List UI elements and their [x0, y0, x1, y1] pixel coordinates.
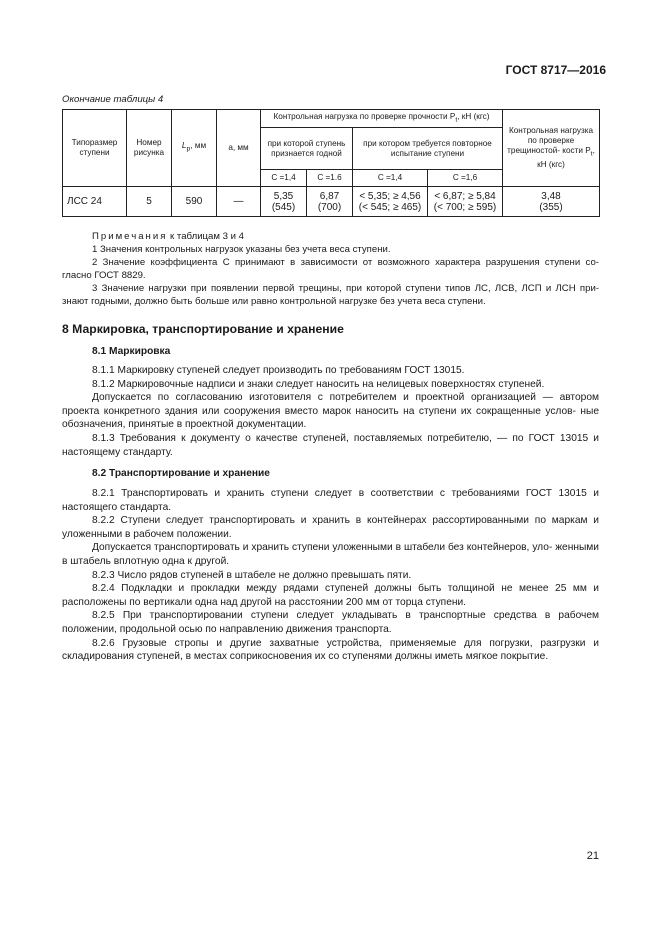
note-3: 3 Значение нагрузки при появлении первой трещины, при которой ступени типов ЛС, ЛСВ, ЛСП и ЛСН при- знают годными, должно быть больше или равно контрольной нагрузке без учета веса ступени.: [62, 283, 599, 307]
section-8-title: 8 Маркировка, транспортирование и хранение: [62, 322, 344, 336]
table-row: [63, 187, 600, 217]
cell-type: ЛСС 24: [63, 187, 127, 217]
cell-acc16: 6,87 (700): [307, 187, 353, 217]
cell-ret14: < 5,35; ≥ 4,56 (< 545; ≥ 465): [353, 187, 428, 217]
header-retest: при котором требуется повторное испытание ступени: [353, 128, 503, 170]
document-id: ГОСТ 8717—2016: [505, 63, 606, 77]
para-8-2-3: 8.2.3 Число рядов ступеней в штабеле не должно превышать пяти.: [92, 569, 412, 581]
notes-title: Примечания к таблицам 3 и 4: [92, 231, 245, 242]
cell-number: 5: [127, 187, 172, 217]
header-crack: Контрольная нагрузка по проверке трещиностой- кости $P_t$, кН (кгс): [503, 110, 600, 187]
coef-2: C =1.6: [307, 170, 353, 187]
cell-a: —: [217, 187, 261, 217]
cell-lp: 590: [172, 187, 217, 217]
cell-crack: 3,48 (355): [503, 187, 600, 217]
section-8-2-title: 8.2 Транспортирование и хранение: [92, 468, 270, 479]
table-caption: Окончание таблицы 4: [62, 94, 164, 105]
para-8-2-2b: Допускается транспортировать и хранить ступени уложенными в штабели без контейнеров, уло- женными в штабель вплотную одна к другой.: [62, 542, 599, 567]
page-number: 21: [586, 850, 599, 862]
load-table: [62, 109, 600, 217]
note-2: 2 Значение коэффициента C принимают в зависимости от возможного характера разрушения ступени со- гласно ГОСТ 8829.: [62, 257, 599, 281]
para-8-2-2: 8.2.2 Ступени следует транспортировать и хранить в контейнерах рассортированными по маркам и уложенными в рабочем положении.: [62, 515, 599, 540]
header-accepted: при которой ступень признается годной: [261, 128, 353, 170]
section-8-2-body: [62, 487, 599, 664]
coef-1: C =1,4: [261, 170, 307, 187]
para-8-1-3: 8.1.3 Требования к документу о качестве ступеней, поставляемых потребителю, — по ГОСТ 13015 и настоящему стандарту.: [62, 432, 599, 458]
section-8-1-title: 8.1 Маркировка: [92, 346, 171, 357]
header-a: a, мм: [217, 110, 261, 187]
header-load-group: Контрольная нагрузка по проверке прочности $P_t$, кН (кгс): [261, 110, 503, 128]
coef-3: C =1,4: [353, 170, 428, 187]
coef-4: C =1,6: [428, 170, 503, 187]
para-8-2-5: 8.2.5 При транспортировании ступени следует укладывать в транспортные средства в рабочем положении, продольной осью по направлению движения транспорта.: [62, 610, 599, 635]
section-8-1-body: [62, 364, 599, 459]
para-8-2-4: 8.2.4 Подкладки и прокладки между рядами ступеней должны быть толщиной не менее 25 мм и расположены по вертикали одна над другой на расстоянии 200 мм от торца ступени.: [62, 583, 599, 608]
para-8-2-6: 8.2.6 Грузовые стропы и другие захватные устройства, применяемые для погрузки, разгрузки и складирования ступеней, в местах соприкосновения их со ступенями должны иметь мягкое покрытие.: [62, 637, 599, 663]
cell-acc14: 5,35 (545): [261, 187, 307, 217]
para-8-2-1: 8.2.1 Транспортировать и хранить ступени следует в соответствии с требованиями ГОСТ 13015 и настоящего стандарта.: [62, 488, 599, 513]
para-8-1-1: 8.1.1 Маркировку ступеней следует производить по требованиям ГОСТ 13015.: [92, 365, 465, 376]
para-8-1-2: 8.1.2 Маркировочные надписи и знаки следует наносить на нелицевых поверхностях ступеней.: [92, 378, 545, 390]
header-lp: $L_p$, мм: [172, 110, 217, 187]
para-8-1-2b: Допускается по согласованию изготовителя с потребителем и проектной организацией — автором проекта конкретного здания или сооружения вместо марок наносить на ступени их сокращенные услов- ные обозначения, принятые в проектной документации.: [62, 392, 599, 431]
header-number: Номер рисунка: [127, 110, 172, 187]
header-type: Типоразмер ступени: [63, 110, 127, 187]
notes: [62, 230, 599, 308]
cell-ret16: < 6,87; ≥ 5,84 (< 700; ≥ 595): [428, 187, 503, 217]
note-1: 1 Значения контрольных нагрузок указаны без учета веса ступени.: [92, 244, 391, 255]
